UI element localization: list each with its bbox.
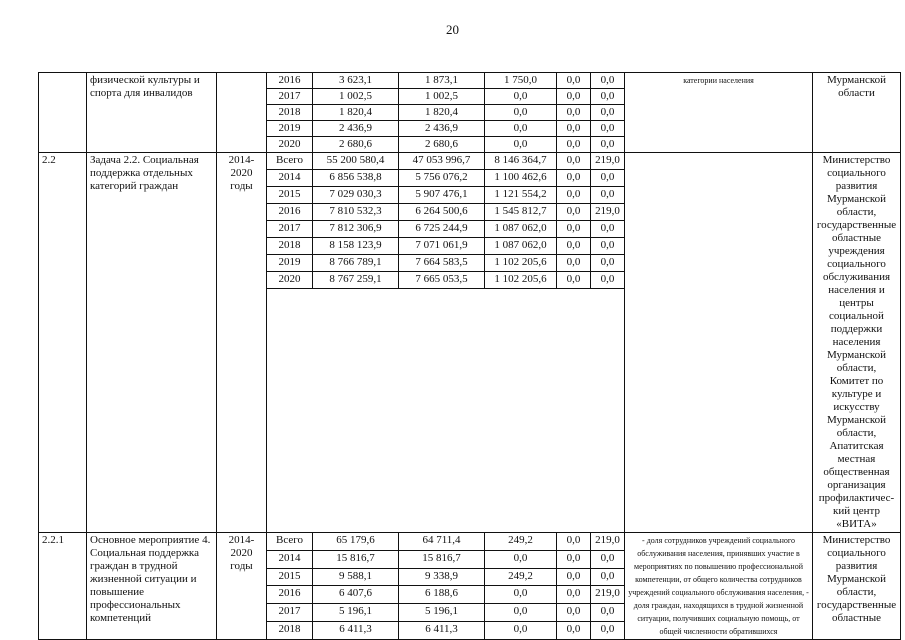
local-budget-cell: 0,0 [557, 137, 591, 153]
other-sources-cell: 0,0 [591, 105, 625, 121]
total-cell: 65 179,6 [313, 533, 399, 551]
total-cell: 6 856 538,8 [313, 170, 399, 187]
regional-budget-cell: 1 002,5 [399, 89, 485, 105]
federal-budget-cell: 1 087 062,0 [485, 221, 557, 238]
other-sources-cell: 0,0 [591, 137, 625, 153]
federal-budget-cell: 249,2 [485, 568, 557, 586]
total-cell: 1 002,5 [313, 89, 399, 105]
year-cell: 2016 [267, 204, 313, 221]
year-cell: 2015 [267, 568, 313, 586]
other-sources-cell: 219,0 [591, 153, 625, 170]
federal-budget-cell: 0,0 [485, 137, 557, 153]
other-sources-cell: 219,0 [591, 204, 625, 221]
other-sources-cell: 0,0 [591, 238, 625, 255]
year-cell: 2016 [267, 73, 313, 89]
indicator-cell: - доля сотрудников учреждений социального обслуживания населения, принявших участие в мероприятиях по повышению профессиональной компетенции, от общего количества сотрудников учреждений социального обслуживания населения, - доля граждан, находящихся в трудной жизненной ситуации, получивших социальную помощь, от общей численности обратившихся [625, 533, 813, 640]
executor-cell: Министерство социального развития Мурманской области, государственные областные [813, 533, 901, 640]
total-cell: 1 820,4 [313, 105, 399, 121]
regional-budget-cell: 7 665 053,5 [399, 272, 485, 289]
executor-cell: Министерство социального развития Мурманской области, государственные областные учреждения социального обслуживания населения и центры социальной поддержки населения Мурманской области, Комитет по культуре и искусству Мурманской области, Апатитская местная общественная организация профилактичес-кий центр «ВИТА» [813, 153, 901, 533]
empty-cell [267, 289, 625, 533]
federal-budget-cell: 1 545 812,7 [485, 204, 557, 221]
federal-budget-cell: 1 102 205,6 [485, 272, 557, 289]
program-table [38, 72, 901, 640]
table-body [39, 73, 901, 640]
total-cell: 2 436,9 [313, 121, 399, 137]
total-cell: 6 411,3 [313, 622, 399, 640]
page-number: 20 [446, 22, 459, 37]
year-cell: 2015 [267, 187, 313, 204]
total-cell: 55 200 580,4 [313, 153, 399, 170]
total-cell: 7 812 306,9 [313, 221, 399, 238]
local-budget-cell: 0,0 [557, 586, 591, 604]
item-number-cell: 2.2.1 [39, 533, 87, 640]
local-budget-cell: 0,0 [557, 568, 591, 586]
other-sources-cell: 0,0 [591, 550, 625, 568]
total-cell: 8 767 259,1 [313, 272, 399, 289]
indicator-cell: категории населения [625, 73, 813, 153]
other-sources-cell: 0,0 [591, 622, 625, 640]
total-cell: 8 766 789,1 [313, 255, 399, 272]
year-cell: 2020 [267, 272, 313, 289]
other-sources-cell: 0,0 [591, 121, 625, 137]
federal-budget-cell: 0,0 [485, 105, 557, 121]
local-budget-cell: 0,0 [557, 187, 591, 204]
regional-budget-cell: 15 816,7 [399, 550, 485, 568]
year-cell: 2019 [267, 121, 313, 137]
regional-budget-cell: 9 338,9 [399, 568, 485, 586]
other-sources-cell: 219,0 [591, 586, 625, 604]
regional-budget-cell: 1 820,4 [399, 105, 485, 121]
local-budget-cell: 0,0 [557, 272, 591, 289]
table-row [39, 533, 901, 551]
year-cell: 2017 [267, 221, 313, 238]
year-cell: 2018 [267, 622, 313, 640]
local-budget-cell: 0,0 [557, 604, 591, 622]
total-cell: 6 407,6 [313, 586, 399, 604]
period-cell: 2014- 2020 годы [217, 153, 267, 533]
total-cell: 7 029 030,3 [313, 187, 399, 204]
other-sources-cell: 0,0 [591, 170, 625, 187]
item-number-cell: 2.2 [39, 153, 87, 533]
federal-budget-cell: 0,0 [485, 121, 557, 137]
other-sources-cell: 0,0 [591, 221, 625, 238]
other-sources-cell: 0,0 [591, 89, 625, 105]
other-sources-cell: 0,0 [591, 187, 625, 204]
total-cell: 9 588,1 [313, 568, 399, 586]
regional-budget-cell: 6 188,6 [399, 586, 485, 604]
local-budget-cell: 0,0 [557, 89, 591, 105]
total-cell: 3 623,1 [313, 73, 399, 89]
period-cell [217, 73, 267, 153]
indicator-cell [625, 153, 813, 533]
period-cell: 2014- 2020 годы [217, 533, 267, 640]
regional-budget-cell: 6 264 500,6 [399, 204, 485, 221]
other-sources-cell: 0,0 [591, 73, 625, 89]
local-budget-cell: 0,0 [557, 121, 591, 137]
year-cell: 2020 [267, 137, 313, 153]
total-cell: 5 196,1 [313, 604, 399, 622]
federal-budget-cell: 0,0 [485, 586, 557, 604]
local-budget-cell: 0,0 [557, 238, 591, 255]
regional-budget-cell: 5 196,1 [399, 604, 485, 622]
item-number-cell [39, 73, 87, 153]
year-cell: 2014 [267, 170, 313, 187]
federal-budget-cell: 1 121 554,2 [485, 187, 557, 204]
table-row [39, 153, 901, 170]
year-cell: Всего [267, 153, 313, 170]
other-sources-cell: 0,0 [591, 272, 625, 289]
regional-budget-cell: 5 756 076,2 [399, 170, 485, 187]
federal-budget-cell: 0,0 [485, 550, 557, 568]
regional-budget-cell: 1 873,1 [399, 73, 485, 89]
regional-budget-cell: 7 664 583,5 [399, 255, 485, 272]
item-name-cell: Основное мероприятие 4. Социальная поддержка граждан в трудной жизненной ситуации и повышение профессиональных компетенций [87, 533, 217, 640]
executor-cell: Мурманской области [813, 73, 901, 153]
other-sources-cell: 0,0 [591, 568, 625, 586]
total-cell: 8 158 123,9 [313, 238, 399, 255]
federal-budget-cell: 0,0 [485, 622, 557, 640]
year-cell: 2018 [267, 105, 313, 121]
regional-budget-cell: 5 907 476,1 [399, 187, 485, 204]
year-cell: 2016 [267, 586, 313, 604]
regional-budget-cell: 47 053 996,7 [399, 153, 485, 170]
local-budget-cell: 0,0 [557, 105, 591, 121]
federal-budget-cell: 249,2 [485, 533, 557, 551]
year-cell: 2018 [267, 238, 313, 255]
federal-budget-cell: 1 087 062,0 [485, 238, 557, 255]
local-budget-cell: 0,0 [557, 533, 591, 551]
year-cell: Всего [267, 533, 313, 551]
other-sources-cell: 219,0 [591, 533, 625, 551]
local-budget-cell: 0,0 [557, 153, 591, 170]
regional-budget-cell: 2 436,9 [399, 121, 485, 137]
regional-budget-cell: 6 411,3 [399, 622, 485, 640]
other-sources-cell: 0,0 [591, 255, 625, 272]
item-name-cell: Задача 2.2. Социальная поддержка отдельных категорий граждан [87, 153, 217, 533]
other-sources-cell: 0,0 [591, 604, 625, 622]
local-budget-cell: 0,0 [557, 550, 591, 568]
federal-budget-cell: 1 750,0 [485, 73, 557, 89]
federal-budget-cell: 1 102 205,6 [485, 255, 557, 272]
regional-budget-cell: 64 711,4 [399, 533, 485, 551]
local-budget-cell: 0,0 [557, 221, 591, 238]
regional-budget-cell: 2 680,6 [399, 137, 485, 153]
regional-budget-cell: 6 725 244,9 [399, 221, 485, 238]
year-cell: 2017 [267, 604, 313, 622]
total-cell: 2 680,6 [313, 137, 399, 153]
total-cell: 7 810 532,3 [313, 204, 399, 221]
local-budget-cell: 0,0 [557, 255, 591, 272]
local-budget-cell: 0,0 [557, 170, 591, 187]
item-name-cell: физической культуры и спорта для инвалидов [87, 73, 217, 153]
federal-budget-cell: 0,0 [485, 89, 557, 105]
table-row [39, 73, 901, 89]
regional-budget-cell: 7 071 061,9 [399, 238, 485, 255]
local-budget-cell: 0,0 [557, 73, 591, 89]
year-cell: 2019 [267, 255, 313, 272]
local-budget-cell: 0,0 [557, 622, 591, 640]
federal-budget-cell: 0,0 [485, 604, 557, 622]
federal-budget-cell: 8 146 364,7 [485, 153, 557, 170]
total-cell: 15 816,7 [313, 550, 399, 568]
local-budget-cell: 0,0 [557, 204, 591, 221]
federal-budget-cell: 1 100 462,6 [485, 170, 557, 187]
year-cell: 2017 [267, 89, 313, 105]
year-cell: 2014 [267, 550, 313, 568]
